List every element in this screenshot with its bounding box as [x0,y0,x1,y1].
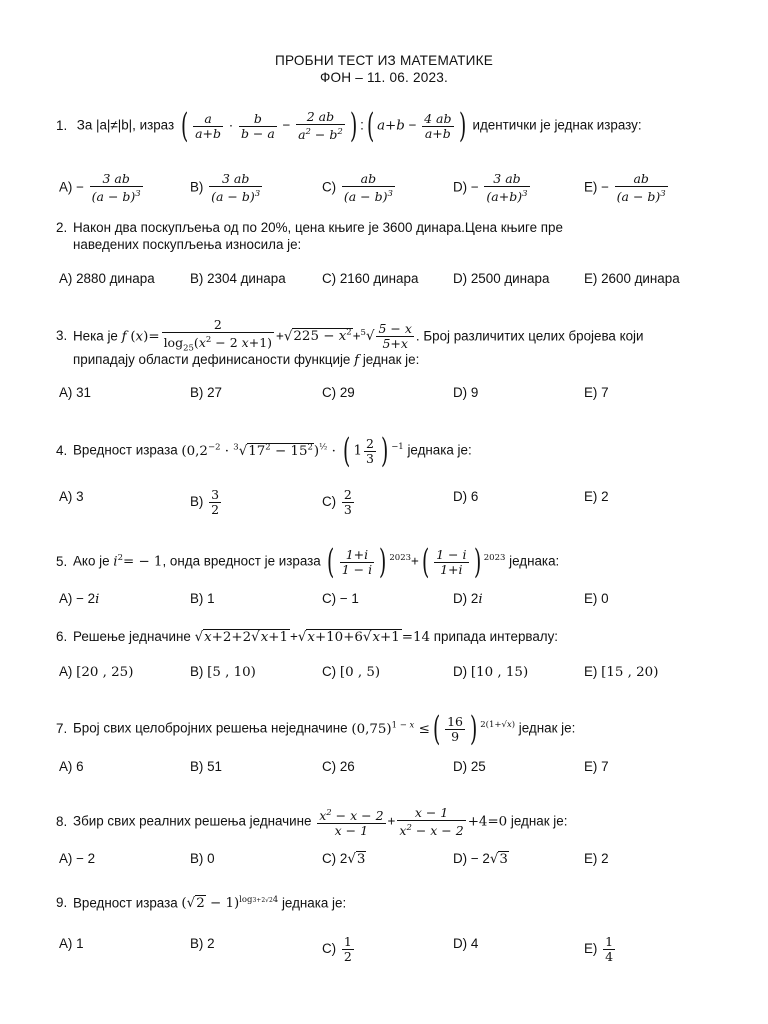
answer-label: A) [59,664,73,679]
question-text-end: идентички је једнак изразу: [472,117,642,133]
answer-b[interactable]: B) [5 , 10) [190,664,256,680]
answer-e[interactable]: E) 2 [584,489,609,504]
answer-label: D) [453,664,468,679]
answer-label: B) [190,179,204,195]
question-number: 3. [56,328,68,344]
question-7: 7. Број свих целобројних решења неједначине $(0,75)^{1 - x}$ ≤( $\frac{16}{9}$ ) $^{2(1+√x)}$ једнак је: [56,709,576,749]
question-text: Вредност израза [73,895,178,911]
question-3-line-2: припадају области дефинисаности функције f једнак је: [73,352,420,368]
answer-a[interactable]: A) − 2 [59,851,96,866]
question-text: За |a|≠|b|, израз [76,117,175,133]
answer-a[interactable]: A) 31 [59,385,92,400]
answer-d[interactable]: D) 6 [453,489,479,504]
question-text-end: једнака је: [281,895,347,911]
answer-e[interactable]: E) $\frac{1}{4}$ [584,934,614,964]
answer-b[interactable]: B) 2304 динара [190,271,286,286]
question-6: 6. Решење једначине √x+2+2√x+1 +√x+10+6√x+1 =14 припада интервалу: [56,629,559,645]
answer-e[interactable]: E) − $\frac{ab}{(a - b)^3}$ [584,171,666,205]
question-text: Решење једначине [73,629,191,644]
question-2 [56,219,728,237]
question-text: Број свих целобројних решења неједначине [73,720,348,736]
answer-c[interactable]: C) [0 , 5) [322,664,381,680]
question-text: Збир свих реалних решења једначине [73,813,312,829]
answer-a[interactable]: A) − 2i [59,591,100,607]
question-text-end: једнак је: [362,352,420,367]
answer-label: E) [584,941,598,957]
answer-e[interactable]: E) 2 [584,851,609,866]
answer-label: C) [322,664,337,679]
answer-a[interactable]: A) 6 [59,759,84,774]
question-5: 5. Ако је $i^2= - 1$, онда вредност је израза ( $\frac{1+i}{1 - i}$ ) $^{2023}$+( $\frac{1 - i}{1+i}$ ) $^{2023}$ једнака: [56,542,560,582]
answer-e[interactable]: E) [15 , 20) [584,664,659,680]
question-text-end: једнака: [509,553,560,569]
answer-c[interactable]: C) $\frac{ab}{(a - b)^3}$ [322,171,393,205]
answer-e[interactable]: E) 0 [584,591,609,606]
answer-label: A) [59,179,73,195]
exam-subtitle: ФОН – 11. 06. 2023. [320,70,448,85]
answer-d[interactable]: D) [10 , 15) [453,664,529,680]
question-1: 1. За |a|≠|b|, израз ( $\frac{a}{a+b}$ · $\frac{b}{b - a}$ − $\frac{2 ab}{a^2 - b^2}$ ) :( a+b − $\frac{4 ab}{a+b}$ ) идентички је једнак изразу: [56,106,642,146]
question-number: 9. [56,895,68,911]
answer-e[interactable]: E) 2600 динара [584,271,680,286]
answer-c[interactable]: C) 26 [322,759,355,774]
answer-d[interactable]: D) 4 [453,936,479,951]
question-text: Ако је [73,553,110,569]
answer-d[interactable]: D) − $\frac{3 ab}{(a+b)^3}$ [453,171,528,205]
answer-b[interactable]: B) 27 [190,385,223,400]
question-number: 2. [56,220,68,235]
answer-c[interactable]: C) 2160 динара [322,271,419,286]
question-number: 1. [56,117,68,133]
answer-b[interactable]: B) $\frac{3}{2}$ [190,487,220,517]
answer-d[interactable]: D) 2i [453,591,483,607]
question-number: 4. [56,442,68,458]
question-text: Вредност израза [73,442,178,458]
answer-label: C) [322,494,337,510]
question-text-end: . Број различитих целих бројева који [415,328,644,344]
answer-label: E) [584,179,598,195]
question-text-end: једнака је: [407,442,472,458]
question-number: 7. [56,720,68,736]
answer-c[interactable]: C) $\frac{1}{2}$ [322,934,352,964]
question-text-end: припада интервалу: [433,629,559,644]
question-text-end: једнак је: [518,720,576,736]
answer-b[interactable]: B) 2 [190,936,215,951]
answer-label: A) − 2 [59,591,96,606]
answer-c[interactable]: C) 2√3 [322,851,366,867]
answer-b[interactable]: B) 0 [190,851,215,866]
answer-d[interactable]: D) 25 [453,759,486,774]
answer-c[interactable]: C) − 1 [322,591,359,606]
answer-a[interactable]: A) [20 , 25) [59,664,134,680]
question-text: припадају области дефинисаности функције [73,352,351,367]
answer-label: C) [322,941,337,957]
answer-c[interactable]: C) 29 [322,385,355,400]
answer-d[interactable]: D) − 2√3 [453,851,508,867]
answer-d[interactable]: D) 9 [453,385,479,400]
answer-d[interactable]: D) 2500 динара [453,271,550,286]
answer-label: E) [584,664,598,679]
answer-b[interactable]: B) $\frac{3 ab}{(a - b)^3}$ [190,171,261,205]
question-8: 8. Збир свих реалних решења једначине $\frac{x^2 - x - 2}{x - 1}$ + $\frac{x - 1}{x^2 - x - 2}$ +4=0 једнак је: [56,805,568,839]
answer-label: B) [190,494,204,510]
answer-label: D) − 2 [453,851,490,866]
answer-a[interactable]: A) 3 [59,489,84,504]
question-text: Нека је [73,328,118,344]
answer-e[interactable]: E) 7 [584,759,609,774]
question-text-end: једнак је: [510,813,568,829]
answer-b[interactable]: B) 1 [190,591,215,606]
question-2-line-2: наведених поскупљења износила је: [73,237,302,252]
answer-e[interactable]: E) 7 [584,385,609,400]
exam-title: ПРОБНИ ТЕСТ ИЗ МАТЕМАТИКЕ [274,53,494,68]
answer-b[interactable]: B) 51 [190,759,223,774]
question-number: 8. [56,813,68,829]
answer-label: D) [453,179,468,195]
question-text-mid: , онда вредност је израза [162,553,321,569]
answer-a[interactable]: A) 2880 динара [59,271,155,286]
question-4: 4. Вредност израза $(0,2^{-2} \cdot ^3√17^2 - 15^2)^{\frac{1}{2}}$ · ( 1 $\frac{2}{3}$ ) $^{-1}$ једнака је: [56,431,472,471]
question-number: 5. [56,553,68,569]
answer-a[interactable]: A) 1 [59,936,84,951]
question-text: Након два поскупљења од по 20%, цена књиге је 3600 динара.Цена књиге пре [73,220,563,235]
question-3: 3. Нека је f (x)= $\frac{2}{\log_{25}(x^2 - 2 x+1)}$ $+√225 - x^2+^5√$ $\frac{5 - x}{5+x}$ . Број различитих целих бројева који [56,317,644,354]
answer-a[interactable]: A) − $\frac{3 ab}{(a - b)^3}$ [59,171,141,205]
answer-label: D) 2 [453,591,479,606]
answer-label: C) [322,179,337,195]
question-9: 9. Вредност израза $(√2 - 1)^{log3+2√24}$ једнака је: [56,895,347,912]
answer-c[interactable]: C) $\frac{2}{3}$ [322,487,352,517]
answer-label: C) 2 [322,851,348,866]
question-number: 6. [56,629,68,644]
answer-label: B) [190,664,204,679]
